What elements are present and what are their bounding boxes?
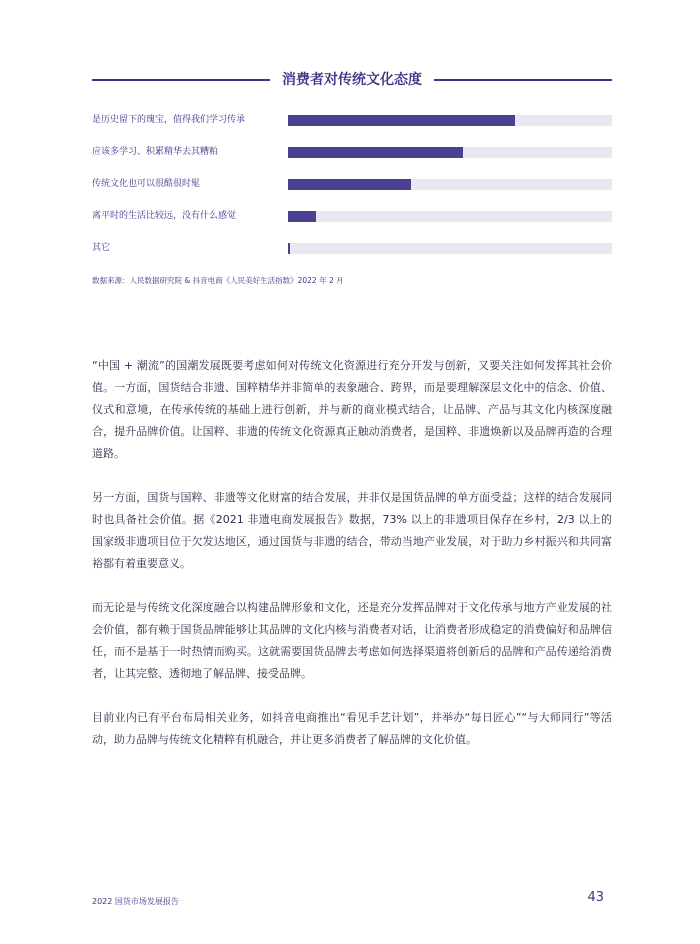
bar	[288, 211, 316, 222]
chart-row	[92, 204, 612, 236]
chart-row	[92, 140, 612, 172]
bar-track	[288, 179, 612, 190]
bar	[288, 179, 411, 190]
footer-report-name: 2022 国货市场发展报告	[92, 897, 179, 906]
bar	[288, 115, 515, 126]
body-paragraph: 而无论是与传统文化深度融合以构建品牌形象和文化，还是充分发挥品牌对于文化传承与地方产业发展的社会价值，都有赖于国货品牌能够让其品牌的文化内核与消费者对话，让消费者形成稳定的消费偏好和品牌信任，而不是基于一时热情而购买。这就需要国货品牌去考虑如何选择渠道将创新后的品牌和产品传递给消费者，让其完整、透彻地了解品牌、接受品牌。	[92, 601, 612, 680]
body-paragraph: 另一方面，国货与国粹、非遗等文化财富的结合发展，并非仅是国货品牌的单方面受益；这样的结合发展同时也具备社会价值。据《2021 非遗电商发展报告》数据，73% 以上的非遗项目保存在乡村，2/3 以上的国家级非遗项目位于欠发达地区，通过国货与非遗的结合，带动当地产业发展，对于助力乡村振兴和共同富裕都有着重要意义。	[92, 491, 612, 570]
body-paragraph: 目前业内已有平台布局相关业务，如抖音电商推出“看见手艺计划”，并举办“每日匠心”“与大师同行”等活动，助力品牌与传统文化精粹有机融合，并让更多消费者了解品牌的文化价值。	[92, 711, 612, 746]
category-label: 是历史留下的瑰宝，值得我们学习传承	[92, 115, 246, 125]
body-paragraph: “中国 + 潮流”的国潮发展既要考虑如何对传统文化资源进行充分开发与创新，又要关注如何发挥其社会价值。一方面，国货结合非遗、国粹精华并非简单的表象融合、跨界，而是要理解深层文化中的信念、价值、仪式和意境，在传承传统的基础上进行创新，并与新的商业模式结合，让品牌、产品与其文化内核深度融合，提升品牌价值。让国粹、非遗的传统文化资源真正触动消费者，是国粹、非遗焕新以及品牌再造的合理道路。	[92, 359, 612, 460]
page-number: 43	[587, 890, 604, 905]
bar-track	[288, 147, 612, 158]
chart-row	[92, 108, 612, 140]
bar	[288, 147, 463, 158]
category-label: 应该多学习、积累精华去其糟粕	[92, 147, 219, 157]
bar-track	[288, 243, 612, 254]
data-source-note: 数据来源：人民数据研究院 & 抖音电商《人民美好生活指数》2022 年 2 月	[92, 276, 344, 285]
bar	[288, 243, 290, 254]
chart-title-row	[92, 70, 612, 90]
category-label: 离平时的生活比较远，没有什么感觉	[92, 211, 237, 221]
title-divider-right	[434, 79, 612, 81]
chart-row	[92, 236, 612, 268]
body-text	[92, 355, 612, 773]
bar-track	[288, 211, 612, 222]
bar-track	[288, 115, 612, 126]
chart-row	[92, 172, 612, 204]
attitude-bar-chart	[92, 108, 612, 268]
category-label: 其它	[92, 243, 111, 253]
chart-title: 消费者对传统文化态度	[282, 72, 422, 88]
category-label: 传统文化也可以很酷很时髦	[92, 179, 201, 189]
